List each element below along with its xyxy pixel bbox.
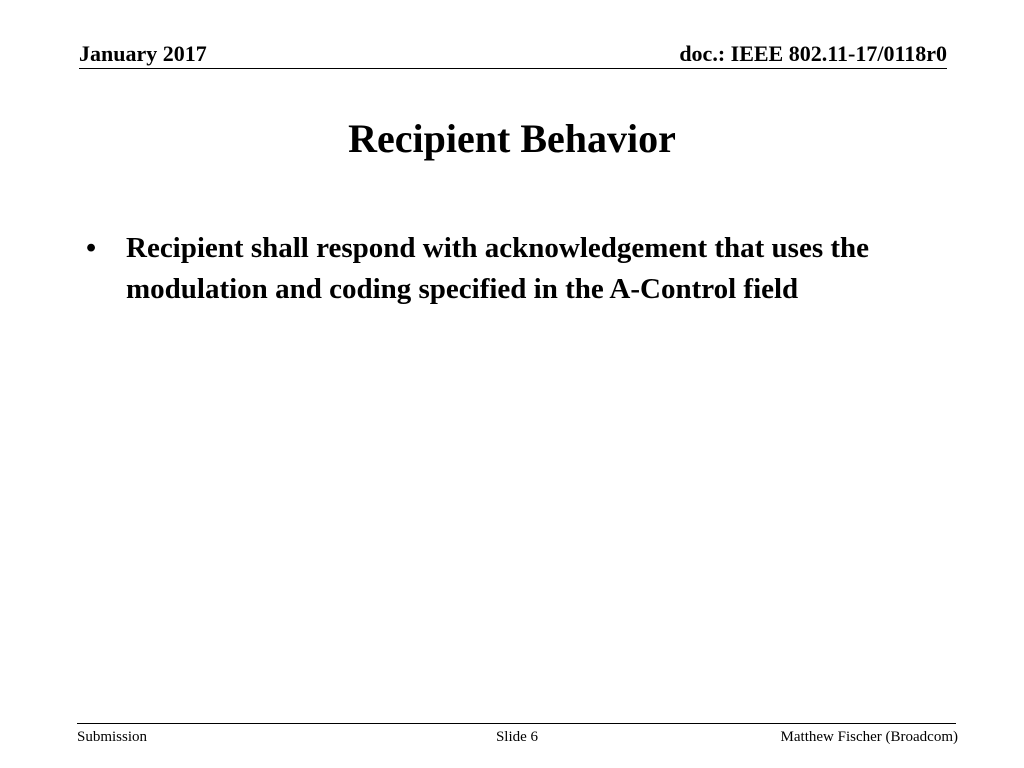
bullet-list	[84, 228, 884, 310]
footer-author: Matthew Fischer (Broadcom)	[780, 729, 958, 745]
bullet-dot-icon: •	[86, 232, 97, 264]
bullet-item	[84, 228, 884, 310]
header-date: January 2017	[79, 41, 207, 66]
slide-title: Recipient Behavior	[348, 116, 676, 161]
bullet-text: Recipient shall respond with acknowledgement that uses the modulation and coding specified in the A-Control field	[126, 232, 870, 305]
footer-slide-number: Slide 6	[495, 729, 539, 745]
footer-submission: Submission	[77, 729, 148, 745]
footer-divider	[77, 723, 956, 724]
header-doc-id: doc.: IEEE 802.11-17/0118r0	[679, 41, 947, 66]
header-divider	[79, 68, 947, 69]
